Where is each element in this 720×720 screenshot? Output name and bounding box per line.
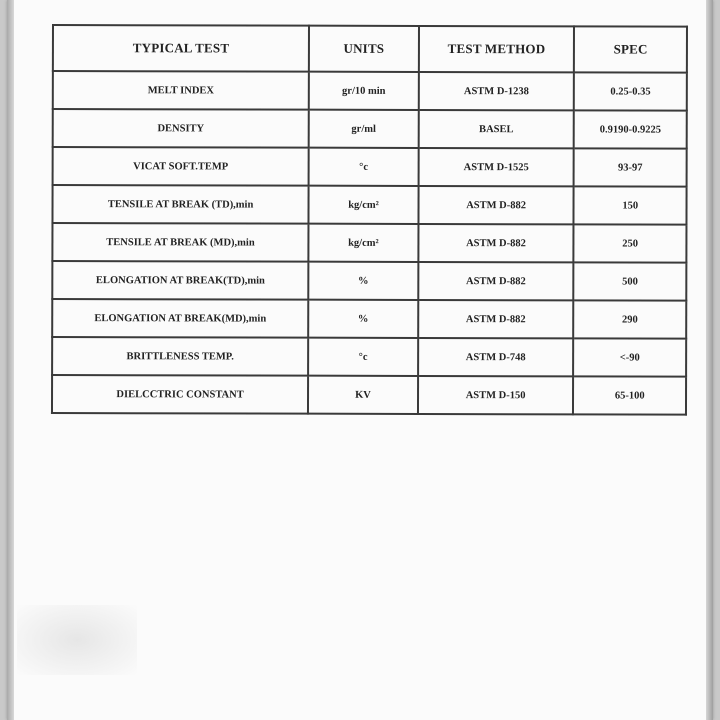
cell-typical-test: DIELCCTRIC CONSTANT xyxy=(52,375,308,414)
cell-typical-test: MELT INDEX xyxy=(53,71,309,110)
table-body xyxy=(52,71,687,415)
cell-test-method: ASTM D-748 xyxy=(418,338,574,376)
cell-spec: <-90 xyxy=(573,338,686,376)
cell-test-method: ASTM D-1525 xyxy=(418,148,574,186)
document-page xyxy=(7,0,713,720)
cell-units: °c xyxy=(308,338,418,376)
cell-units: % xyxy=(308,262,418,300)
cell-units: gr/10 min xyxy=(309,72,419,110)
table-row xyxy=(52,337,686,377)
cell-typical-test: DENSITY xyxy=(53,109,309,148)
cell-typical-test: TENSILE AT BREAK (MD),min xyxy=(52,223,308,262)
header-units: UNITS xyxy=(309,26,419,72)
table-row xyxy=(52,261,686,301)
scan-smudge xyxy=(17,605,137,675)
table-row xyxy=(52,185,686,225)
header-typical-test: TYPICAL TEST xyxy=(53,25,309,72)
cell-units: kg/cm² xyxy=(309,186,419,224)
cell-units: KV xyxy=(308,376,418,414)
cell-spec: 93-97 xyxy=(574,148,687,186)
cell-spec: 150 xyxy=(574,186,687,224)
cell-spec: 0.9190-0.9225 xyxy=(574,110,687,148)
cell-spec: 500 xyxy=(574,262,687,300)
cell-typical-test: BRITTLENESS TEMP. xyxy=(52,337,308,376)
cell-units: % xyxy=(308,300,418,338)
cell-spec: 0.25-0.35 xyxy=(574,72,687,110)
table-header-row xyxy=(53,25,687,73)
table-row xyxy=(52,299,686,339)
table-row xyxy=(52,223,686,263)
table-row xyxy=(53,147,687,187)
specification-table xyxy=(51,24,688,416)
cell-test-method: ASTM D-882 xyxy=(418,224,574,262)
cell-test-method: ASTM D-882 xyxy=(418,300,574,338)
cell-typical-test: ELONGATION AT BREAK(MD),min xyxy=(52,299,308,338)
cell-units: °c xyxy=(309,148,419,186)
cell-typical-test: ELONGATION AT BREAK(TD),min xyxy=(52,261,308,300)
header-test-method: TEST METHOD xyxy=(419,26,575,72)
table-row xyxy=(52,375,686,415)
header-spec: SPEC xyxy=(574,26,687,72)
cell-units: kg/cm² xyxy=(309,224,419,262)
cell-test-method: ASTM D-1238 xyxy=(419,72,575,110)
table-row xyxy=(53,109,687,149)
cell-test-method: ASTM D-882 xyxy=(418,262,574,300)
cell-units: gr/ml xyxy=(309,110,419,148)
table-row xyxy=(53,71,687,111)
cell-typical-test: VICAT SOFT.TEMP xyxy=(53,147,309,186)
page-edge-shadow-right xyxy=(706,0,713,720)
cell-typical-test: TENSILE AT BREAK (TD),min xyxy=(52,185,308,224)
cell-spec: 290 xyxy=(574,300,687,338)
cell-test-method: ASTM D-882 xyxy=(418,186,574,224)
cell-spec: 65-100 xyxy=(573,376,686,414)
cell-spec: 250 xyxy=(574,224,687,262)
cell-test-method: BASEL xyxy=(418,110,574,148)
page-edge-shadow-left xyxy=(7,0,14,720)
cell-test-method: ASTM D-150 xyxy=(418,376,574,414)
